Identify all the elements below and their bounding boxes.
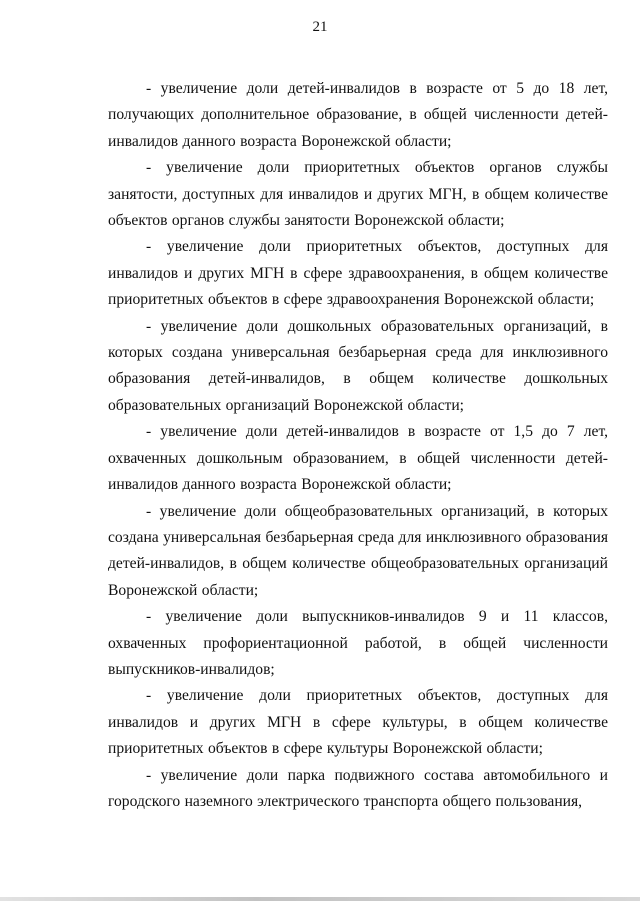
list-item-paragraph: - увеличение доли детей-инвалидов в возрасте от 5 до 18 лет, получающих дополнительное образование, в общей численности детей-инвалидов данного возраста Воронежской области; — [108, 80, 608, 150]
list-item-paragraph: - увеличение доли дошкольных образовательных организаций, в которых создана универсальная безбарьерная среда для инклюзивного образования детей-инвалидов, в общем количестве дошкольных образовательных организаций Воронежской области; — [108, 317, 608, 414]
list-item-paragraph: - увеличение доли приоритетных объектов, доступных для инвалидов и других МГН в сфере культуры, в общем количестве приоритетных объектов в сфере культуры Воронежской области; — [108, 687, 608, 758]
document-body — [108, 76, 608, 815]
list-item-paragraph: - увеличение доли парка подвижного состава автомобильного и городского наземного электрического транспорта общего пользования, — [108, 766, 608, 810]
page-number: 21 — [312, 19, 328, 35]
list-item-paragraph: - увеличение доли выпускников-инвалидов 9 и 11 классов, охваченных профориентационной работой, в общей численности выпускников-инвалидов; — [108, 608, 608, 678]
list-item-paragraph: - увеличение доли детей-инвалидов в возрасте от 1,5 до 7 лет, охваченных дошкольным образованием, в общей численности детей-инвалидов данного возраста Воронежской области; — [108, 423, 608, 494]
list-item-paragraph: - увеличение доли приоритетных объектов, доступных для инвалидов и других МГН в сфере здравоохранения, в общем количестве приоритетных объектов в сфере здравоохранения Воронежской области; — [108, 238, 608, 309]
list-item-paragraph: - увеличение доли приоритетных объектов органов службы занятости, доступных для инвалидов и других МГН, в общем количестве объектов органов службы занятости Воронежской области; — [108, 159, 608, 230]
scan-edge-shadow — [0, 897, 640, 901]
list-item-paragraph: - увеличение доли общеобразовательных организаций, в которых создана универсальная безбарьерная среда для инклюзивного образования детей-инвалидов, в общем количестве общеобразовательных организаций Воронежской области; — [108, 502, 608, 599]
